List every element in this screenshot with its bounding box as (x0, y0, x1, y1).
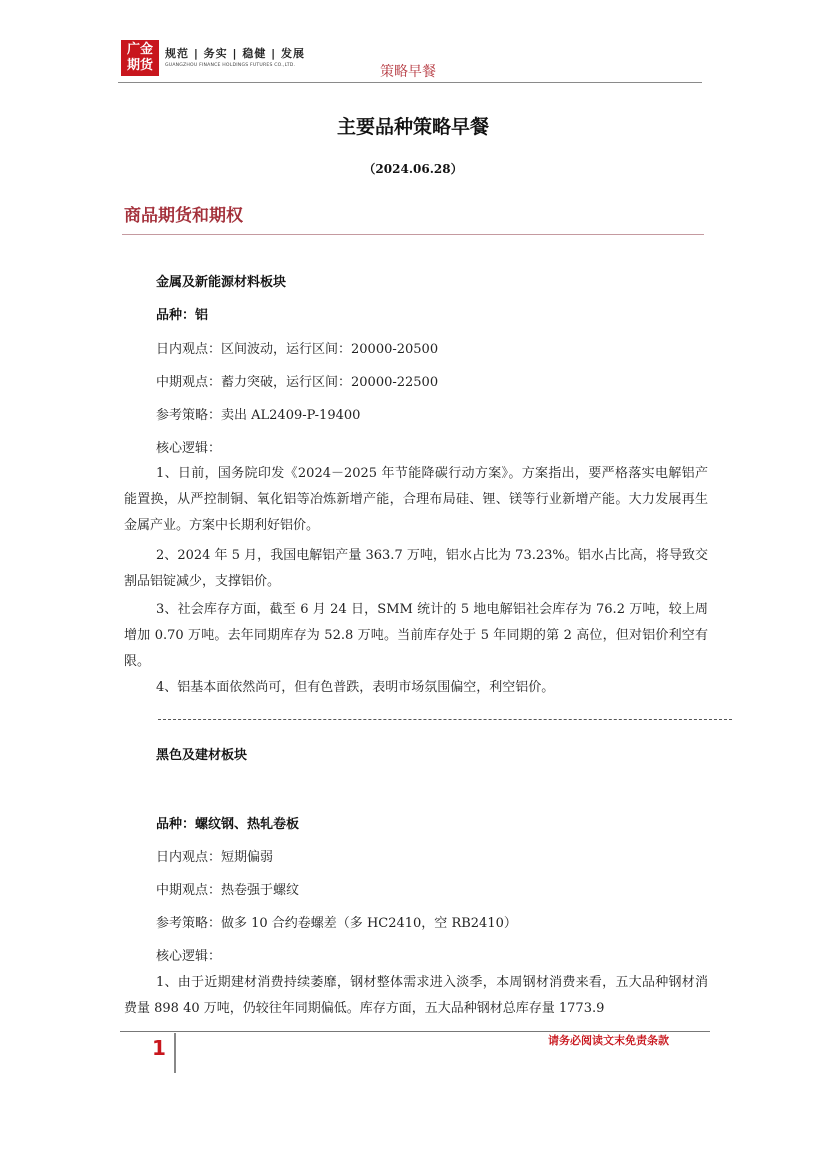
block1-point-3: 3、社会库存方面，截至 6 月 24 日，SMM 统计的 5 地电解铝社会库存为 76.2 万吨，较上周增加 0.70 万吨。去年同期库存为 52.8 万吨。当前库存处于 5 年同期的第 2 高位，但对铝价利空有限。 (124, 602, 708, 669)
header-label: 策略早餐 (380, 64, 436, 80)
block1-strategy: 参考策略：卖出 AL2409-P-19400 (156, 408, 361, 423)
block1-midterm-view: 中期观点：蓄力突破，运行区间：20000-22500 (156, 375, 439, 390)
section-title: 商品期货和期权 (124, 206, 243, 226)
company-slogan: 规范 | 务实 | 稳健 | 发展 (165, 47, 306, 60)
block2-point-1: 1、由于近期建材消费持续萎靡，钢材整体需求进入淡季，本周钢材消费来看，五大品种钢材消费量 898 40 万吨，仍较往年同期偏低。库存方面，五大品种钢材总库存量 1773.9 (124, 975, 708, 1016)
block-separator (158, 719, 732, 720)
page-title: 主要品种策略早餐 (336, 116, 489, 138)
block2-strategy: 参考策略：做多 10 合约卷螺差（多 HC2410，空 RB2410） (156, 916, 517, 931)
block1-logic-label: 核心逻辑： (156, 441, 222, 456)
company-english-name: GUANGZHOU FINANCE HOLDINGS FUTURES CO.,LTD. (165, 63, 296, 68)
block1-point-4: 4、铝基本面依然尚可，但有色普跌，表明市场氛围偏空，利空铝价。 (156, 680, 555, 695)
block2-heading: 黑色及建材板块 (156, 748, 248, 763)
logo-line2: 期货 (126, 58, 153, 73)
logo-line1: 广金 (126, 42, 153, 57)
header-divider (118, 82, 702, 83)
block1-point-2: 2、2024 年 5 月，我国电解铝产量 363.7 万吨，铝水占比为 73.23%。铝水占比高，将导致交割品铝锭减少，支撑铝价。 (124, 548, 708, 589)
report-date: （2024.06.28） (363, 162, 463, 176)
block2-logic-label: 核心逻辑： (156, 949, 222, 964)
block1-intraday-view: 日内观点：区间波动，运行区间：20000-20500 (156, 342, 439, 357)
block2-intraday-view: 日内观点：短期偏弱 (156, 850, 274, 865)
block1-variety: 品种：铝 (156, 308, 209, 323)
block2-midterm-view: 中期观点：热卷强于螺纹 (156, 883, 300, 898)
disclaimer-notice: 请务必阅读文末免责条款 (548, 1034, 669, 1047)
block2-variety: 品种：螺纹钢、热轧卷板 (156, 817, 300, 832)
page-number: 1 (152, 1036, 166, 1060)
block1-point-1: 1、日前，国务院印发《2024－2025 年节能降碳行动方案》。方案指出，要严格落实电解铝产能置换，从严控制铜、氧化铝等冶炼新增产能，合理布局硅、锂、镁等行业新增产能。大力发展再生金属产业。方案中长期利好铝价。 (124, 466, 708, 533)
company-logo (121, 40, 159, 76)
footer-vertical-bar (174, 1033, 176, 1073)
section-divider (122, 234, 704, 235)
block1-heading: 金属及新能源材料板块 (156, 275, 287, 290)
